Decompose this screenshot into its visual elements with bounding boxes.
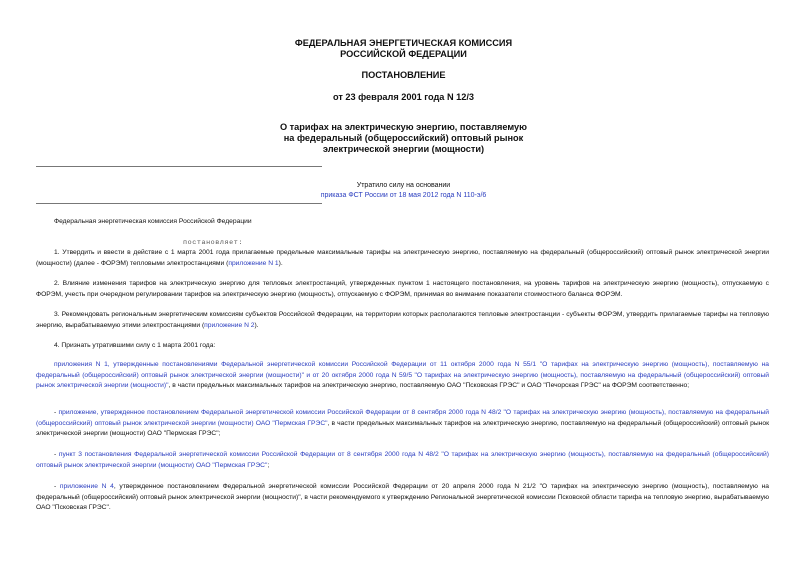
issuing-authority: Федеральная энергетическая комиссия Российской Федерации	[54, 218, 252, 225]
resolves-label: постановляет:	[183, 239, 243, 247]
repealed-item-1	[36, 360, 769, 392]
paragraph-3-text: 3. Рекомендовать региональным энергетическим комиссиям субъектов Российской Федерации, на территории которых располагаются тепловые электростанции - субъекты ФОРЭМ, утвердить прилагаемые тарифы на тепловую энергию, вырабатываемую этими электростанциями (	[36, 311, 769, 329]
paragraph-3	[36, 310, 769, 331]
document-title-line-1: О тарифах на электрическую энергию, поставляемую	[279, 122, 528, 132]
repealed-item-2-link[interactable]: приложение, утвержденное постановлением Федеральной энергетической комиссии Российской Федерации от 8 сентября 2000 года N 48/2 "О тарифах на электрическую энергию (мощность), поставляемую на федеральный (общероссийский) оптовый рынок электрической энергии (мощности) ОАО "Пермская ГРЭС"	[36, 409, 769, 427]
document-title-line-3: электрической энергии (мощности)	[322, 144, 485, 154]
repealed-item-2-tail: , в части предельных максимальных тарифов на электрическую энергию, поставляемую на федеральный (общероссийский) оптовый рынок электрической энергии (мощности) ОАО "Пермская ГРЭС";	[36, 419, 769, 437]
status-note-text: Утратило силу на основании	[356, 182, 451, 189]
issuer-line-2: РОССИЙСКОЙ ФЕДЕРАЦИИ	[340, 49, 467, 59]
repealed-item-3-dash: -	[54, 451, 59, 458]
repealed-item-2-dash: -	[54, 409, 59, 416]
repeal-order-link[interactable]: приказа ФСТ России от 18 мая 2012 года N 110-э/6	[320, 192, 487, 199]
repealed-item-4	[36, 482, 769, 514]
document-title-line-2: на федеральный (общероссийский) оптовый рынок	[283, 133, 524, 143]
divider-top	[36, 166, 322, 167]
issuer-line-1: ФЕДЕРАЛЬНАЯ ЭНЕРГЕТИЧЕСКАЯ КОМИССИЯ	[294, 38, 513, 48]
repealed-item-4-dash: -	[54, 483, 60, 490]
repealed-item-3	[36, 450, 769, 471]
document-date-number: от 23 февраля 2001 года N 12/3	[332, 92, 475, 102]
appendix-2-link[interactable]: приложение N 2	[204, 321, 255, 329]
repealed-item-4-link[interactable]: приложение N 4	[59, 483, 114, 490]
repealed-item-4-tail: , утвержденное постановлением Федеральной энергетической комиссии Российской Федерации от 20 апреля 2000 года N 21/2 "О тарифах на электрическую энергию (мощность), поставляемую на федеральный (общероссийский) оптовый рынок электрической энергии (мощности)", в части рекомендуемого к утверждению Региональной энергетической комиссии Псковской области тарифа на тепловую энергию, вырабатываемую ОАО "Псковская ГРЭС".	[36, 483, 769, 511]
paragraph-1-tail: ).	[278, 259, 283, 267]
repealed-item-2	[36, 408, 769, 440]
paragraph-1-text: 1. Утвердить и ввести в действие с 1 марта 2001 года прилагаемые предельные максимальные тарифы на электрическую энергию, поставляемую на федеральный (общероссийский) оптовый рынок электрической энергии (мощности) (далее - ФОРЭМ) тепловыми электростанциями (	[36, 249, 769, 267]
repealed-item-1-link[interactable]: приложения N 1, утвержденные постановлениями Федеральной энергетической комиссии Российской Федерации от 11 октября 2000 года N 55/1 "О тарифах на электрическую энергию (мощность), поставляемую на федеральный (общероссийский) оптовый рынок электрической энергии (мощности)" и от 20 октября 2000 года N 59/5 "О тарифах на электрическую энергию (мощность), поставляемую на федеральный (общероссийский) оптовый рынок электрической энергии (мощности)"	[36, 361, 769, 389]
status-note-link[interactable]	[0, 191, 807, 200]
paragraph-2: 2. Влияние изменения тарифов на электрическую энергию для тепловых электростанций, утвержденных пунктом 1 настоящего постановления, на уровень тарифов на электрическую энергию (мощность), отпускаемую с ФОРЭМ, учесть при очередном регулировании тарифов на электрическую энергию (мощность), отпускаемую с ФОРЭМ, принимая во внимание показатели стоимостного баланса ФОРЭМ.	[36, 280, 769, 298]
repealed-item-1-tail: , в части предельных максимальных тарифов на электрическую энергию, поставляемую ОАО "Псковская ГРЭС" и ОАО "Печорская ГРЭС" на ФОРЭМ соответственно;	[168, 382, 690, 389]
appendix-1-link[interactable]: приложение N 1	[228, 259, 279, 267]
paragraph-4: 4. Признать утратившими силу с 1 марта 2001 года:	[54, 342, 216, 349]
divider-bottom	[36, 203, 322, 204]
repealed-item-3-tail: ;	[267, 461, 270, 469]
paragraph-3-tail: ).	[254, 321, 259, 329]
document-type: ПОСТАНОВЛЕНИЕ	[361, 70, 446, 80]
repealed-item-3-link[interactable]: пункт 3 постановления Федеральной энергетической комиссии Российской Федерации от 8 сентября 2000 года N 48/2 "О тарифах на электрическую энергию (мощность), поставляемую на федеральный (общероссийский) оптовый рынок электрической энергии (мощности) ОАО "Пермская ГРЭС"	[36, 451, 769, 469]
paragraph-1	[36, 248, 769, 269]
